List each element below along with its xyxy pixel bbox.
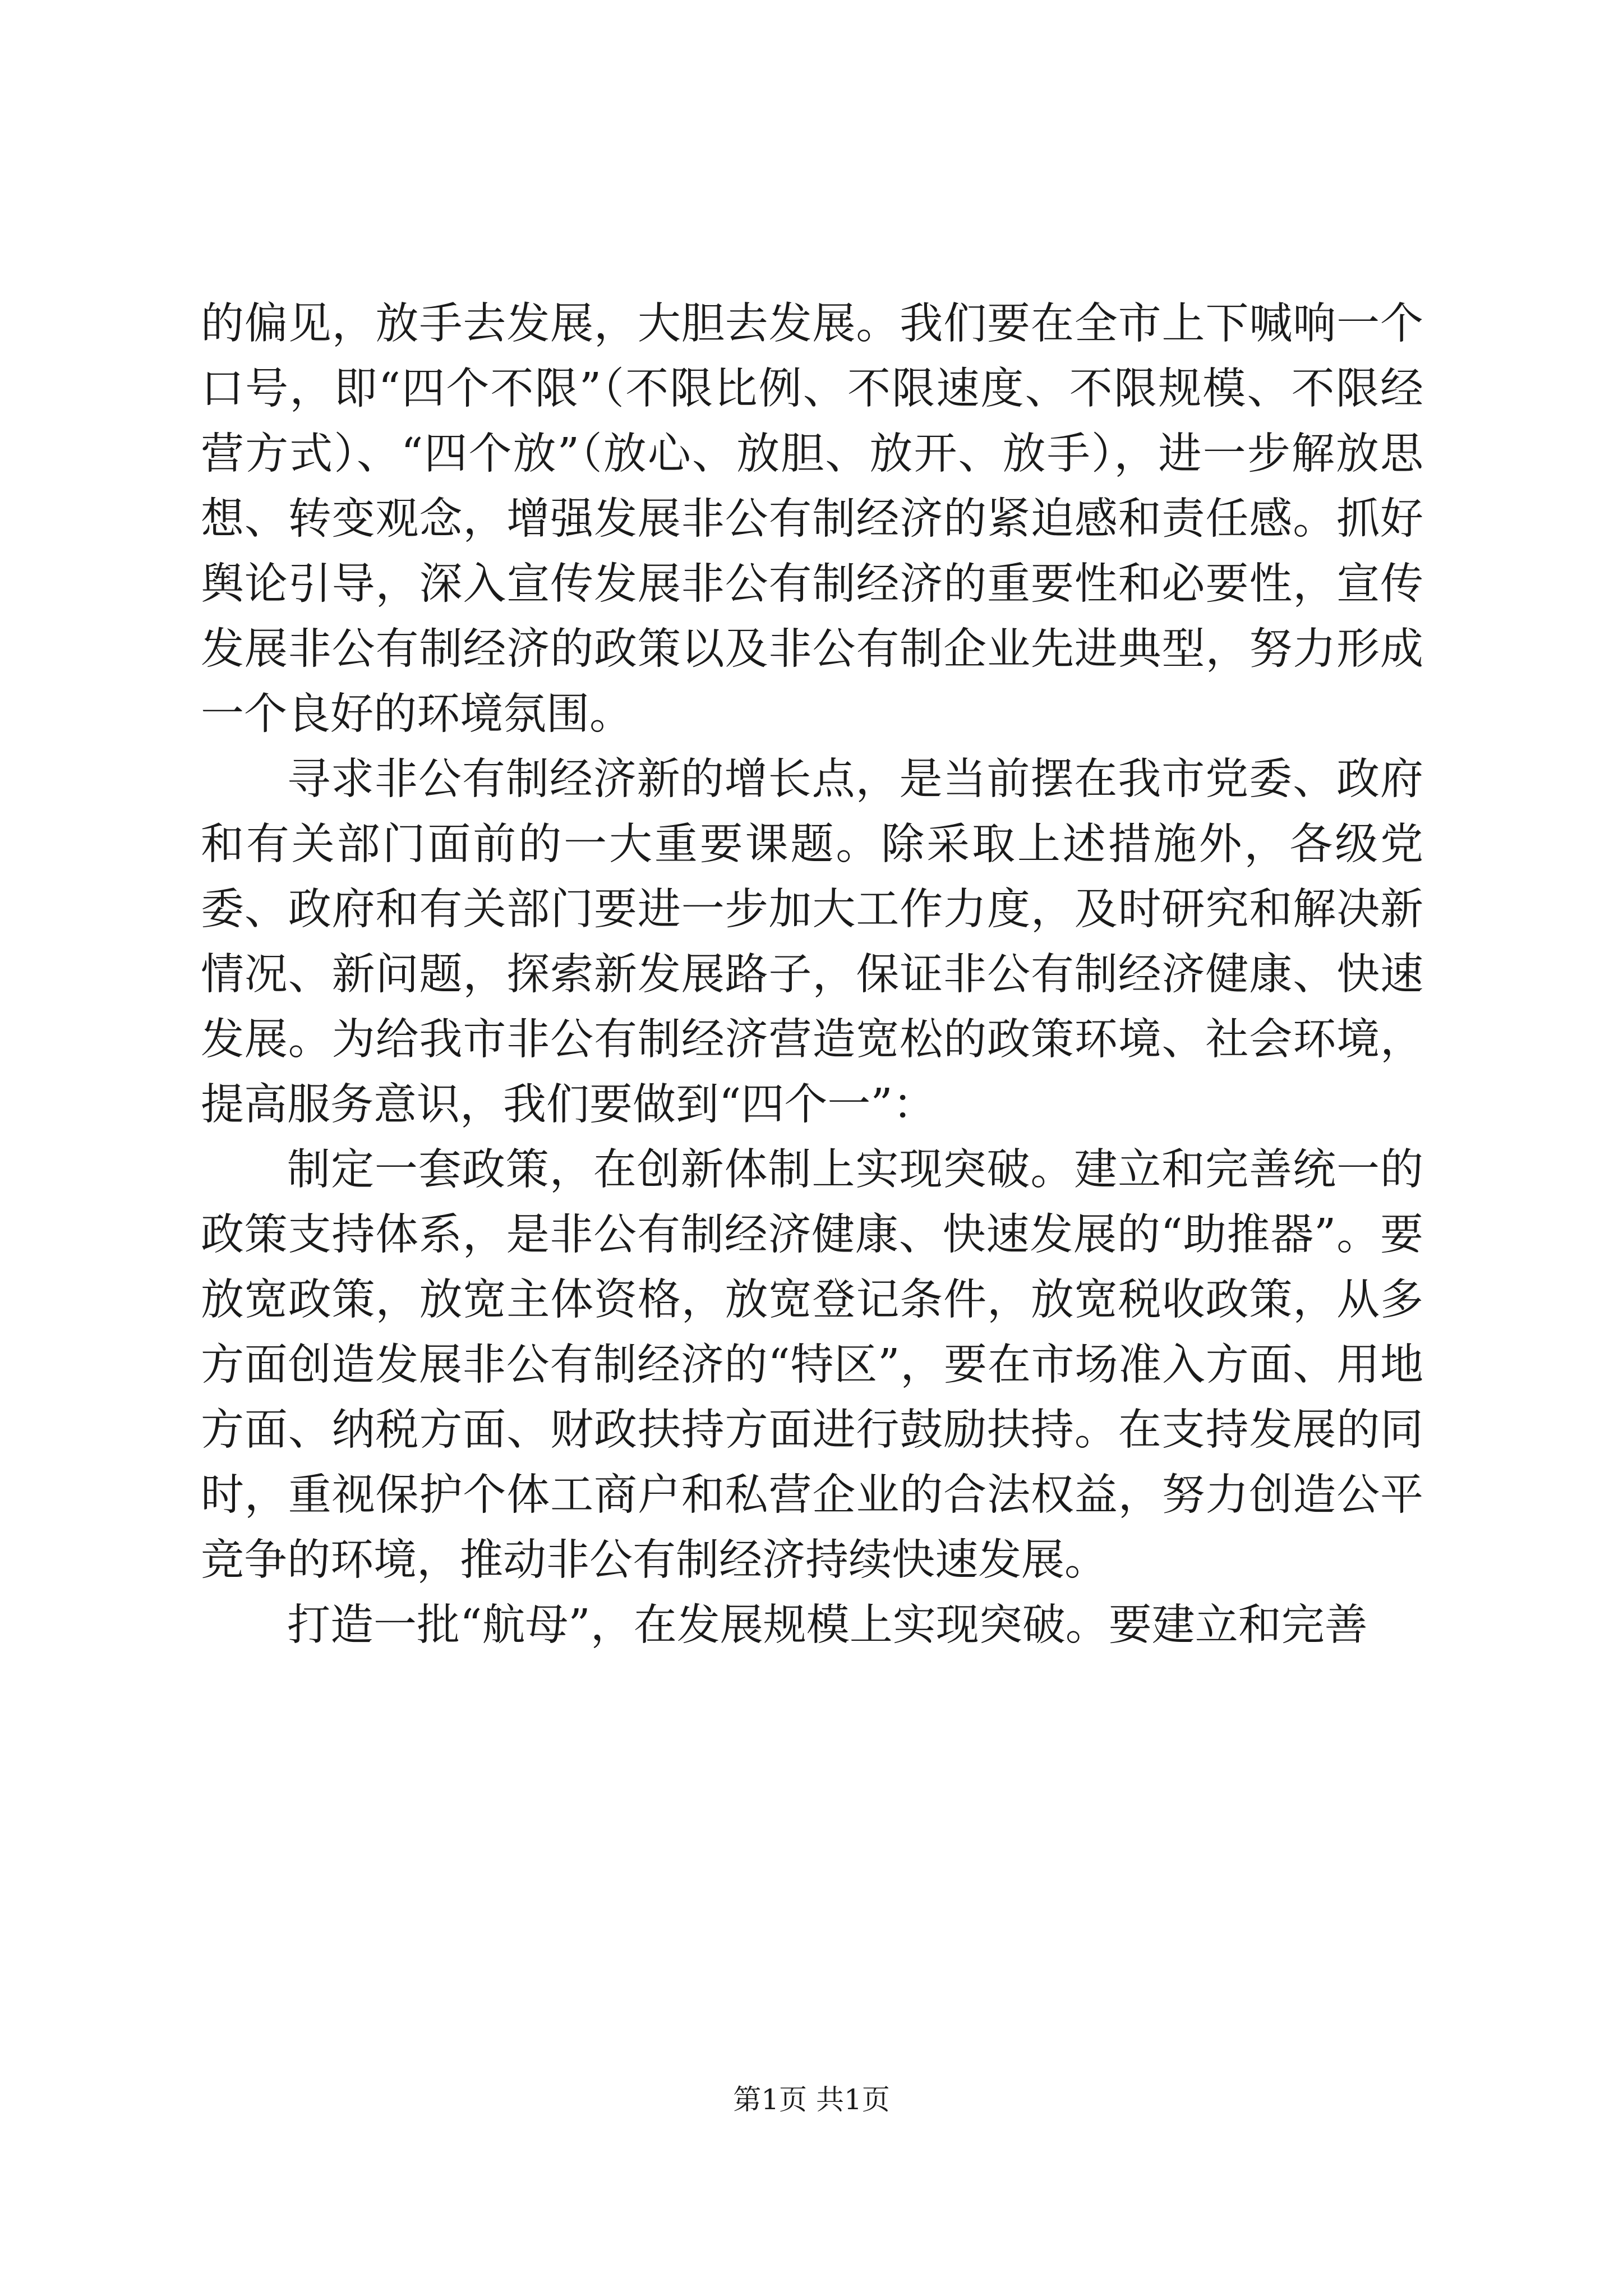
page-number: 第1页 共1页 xyxy=(733,2083,890,2116)
document-body xyxy=(201,292,1423,1658)
paragraph-continued: 的偏见，放手去发展，大胆去发展。我们要在全市上下喊响一个口号，即“四个不限”（不限比例、不限速度、不限规模、不限经营方式）、“四个放”（放心、放胆、放开、放手），进一步解放思想、转变观念，增强发展非公有制经济的紧迫感和责任感。抓好舆论引导，深入宣传发展非公有制经济的重要性和必要性，宣传发展非公有制经济的政策以及非公有制企业先进典型，努力形成一个良好的环境氛围。 xyxy=(201,299,1423,739)
paragraph: 制定一套政策，在创新体制上实现突破。建立和完善统一的政策支持体系，是非公有制经济健康、快速发展的“助推器”。要放宽政策，放宽主体资格，放宽登记条件，放宽税收政策，从多方面创造发展非公有制经济的“特区”，要在市场准入方面、用地方面、纳税方面、财政扶持方面进行鼓励扶持。在支持发展的同时，重视保护个体工商户和私营企业的合法权益，努力创造公平竞争的环境，推动非公有制经济持续快速发展。 xyxy=(201,1145,1423,1585)
paragraph: 寻求非公有制经济新的增长点，是当前摆在我市党委、政府和有关部门面前的一大重要课题。除采取上述措施外，各级党委、政府和有关部门要进一步加大工作力度，及时研究和解决新情况、新问题，探索新发展路子，保证非公有制经济健康、快速发展。为给我市非公有制经济营造宽松的政策环境、社会环境，提高服务意识，我们要做到“四个一”： xyxy=(201,754,1423,1130)
paragraph: 打造一批“航母”，在发展规模上实现突破。要建立和完善 xyxy=(287,1600,1368,1650)
